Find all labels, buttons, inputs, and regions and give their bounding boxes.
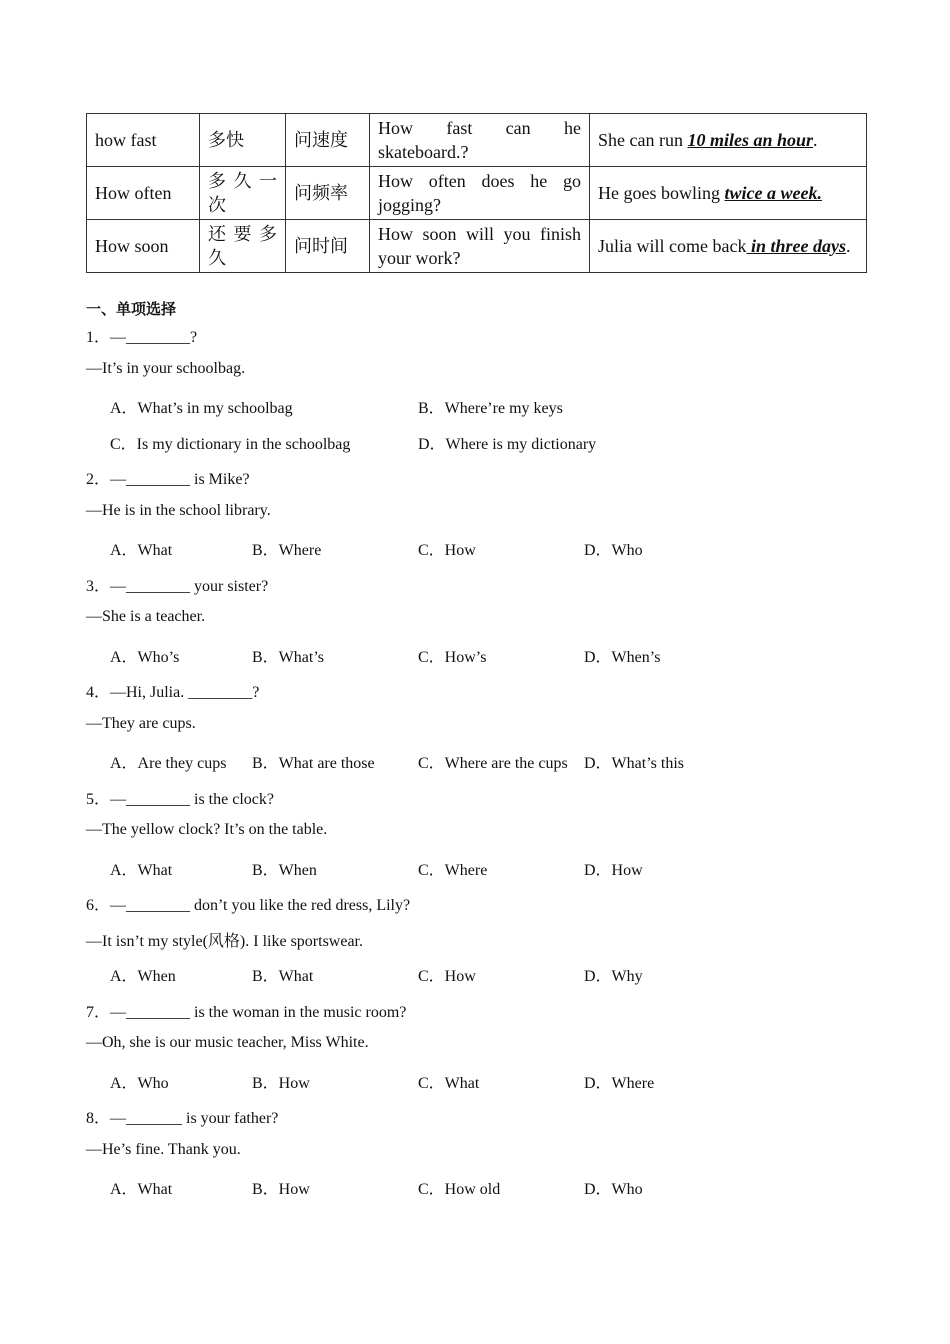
answer-option[interactable]: B．What	[252, 968, 314, 985]
answer-emphasis: 10 miles an hour	[687, 130, 814, 150]
answer-cell	[590, 220, 867, 273]
answer-option[interactable]: C．Is my dictionary in the schoolbag	[110, 435, 351, 453]
question-reply: —He is in the school library.	[86, 501, 271, 519]
question-cell: How fast can he skateboard.?	[370, 114, 590, 167]
table-row	[87, 220, 867, 273]
table-row	[87, 167, 867, 220]
answer-option[interactable]: A．Who’s	[110, 648, 180, 666]
usage-cell: 问频率	[286, 167, 370, 220]
question-reply: —It’s in your schoolbag.	[86, 359, 246, 377]
answer-option[interactable]: D．How	[584, 861, 643, 879]
answer-option[interactable]: C．How	[418, 542, 476, 559]
answer-option[interactable]: D．When’s	[584, 648, 661, 666]
answer-option[interactable]: C．How	[418, 968, 476, 985]
table-row	[87, 114, 867, 167]
answer-option[interactable]: B．How	[252, 1074, 310, 1092]
question-stem: 4．—Hi, Julia. ________?	[86, 684, 260, 701]
reference-table	[86, 113, 867, 273]
answer-option[interactable]: D．Where is my dictionary	[418, 435, 597, 453]
chinese-cell: 多快	[200, 114, 286, 167]
answer-text: She can run	[598, 130, 688, 150]
answer-option[interactable]: D．Why	[584, 968, 643, 985]
question-reply: —She is a teacher.	[86, 608, 206, 625]
question-cell: How soon will you finish your work?	[370, 220, 590, 273]
answer-option[interactable]: D．Where	[584, 1074, 655, 1092]
usage-cell: 问时间	[286, 220, 370, 273]
question-stem: 5．—________ is the clock?	[86, 790, 274, 808]
answer-option[interactable]: B．Where	[252, 542, 322, 559]
answer-option[interactable]: A．Are they cups	[110, 755, 227, 772]
answer-option[interactable]: B．What’s	[252, 648, 324, 666]
question-stem: 2．—________ is Mike?	[86, 471, 250, 488]
answer-option[interactable]: A．What	[110, 861, 173, 879]
answer-cell	[590, 167, 867, 220]
question-stem: 1．—________?	[86, 329, 198, 346]
answer-cell	[590, 114, 867, 167]
answer-option[interactable]: C．What	[418, 1074, 480, 1092]
answer-option[interactable]: D．What’s this	[584, 755, 684, 772]
phrase-cell: How often	[87, 167, 200, 220]
phrase-cell: How soon	[87, 220, 200, 273]
answer-option[interactable]: C．Where are the cups	[418, 755, 568, 772]
answer-option[interactable]: B．What are those	[252, 755, 375, 772]
answer-emphasis: twice a week.	[724, 183, 822, 203]
answer-tail: .	[845, 236, 851, 256]
answer-option[interactable]: B．When	[252, 861, 317, 879]
answer-option[interactable]: C．How old	[418, 1181, 501, 1198]
answer-option[interactable]: A．What	[110, 542, 173, 559]
answer-option[interactable]: A．Who	[110, 1074, 169, 1092]
answer-option[interactable]: C．Where	[418, 861, 488, 879]
usage-cell: 问速度	[286, 114, 370, 167]
answer-tail: .	[813, 130, 818, 150]
question-reply: —He’s fine. Thank you.	[86, 1140, 241, 1158]
answer-option[interactable]: B．Where’re my keys	[418, 400, 563, 417]
chinese-cell: 多久一次	[200, 167, 286, 220]
answer-emphasis: in three days	[746, 236, 846, 256]
chinese-cell: 还要多久	[200, 220, 286, 273]
question-reply: —Oh, she is our music teacher, Miss White.	[86, 1034, 369, 1051]
answer-option[interactable]: A．What’s in my schoolbag	[110, 400, 293, 417]
phrase-cell: how fast	[87, 114, 200, 167]
answer-text: He goes bowling	[598, 183, 725, 203]
answer-option[interactable]: D．Who	[584, 542, 643, 559]
question-cell: How often does he go jogging?	[370, 167, 590, 220]
answer-text: Julia will come back	[598, 236, 747, 256]
answer-option[interactable]: D．Who	[584, 1181, 643, 1198]
answer-option[interactable]: B．How	[252, 1181, 310, 1198]
answer-option[interactable]: C．How’s	[418, 648, 487, 666]
question-stem: 3．—________ your sister?	[86, 577, 269, 595]
answer-option[interactable]: A．When	[110, 968, 176, 985]
question-stem: 6．—________ don’t you like the red dress, Lily?	[86, 897, 411, 914]
question-reply: —They are cups.	[86, 714, 196, 732]
question-reply: —The yellow clock? It’s on the table.	[86, 821, 328, 838]
question-reply: —It isn’t my style(风格). I like sportswear.	[86, 932, 364, 950]
answer-option[interactable]: A．What	[110, 1181, 173, 1198]
section-title: 一、单项选择	[86, 300, 177, 318]
question-stem: 7．—________ is the woman in the music room?	[86, 1003, 407, 1021]
question-stem: 8．—_______ is your father?	[86, 1110, 279, 1127]
